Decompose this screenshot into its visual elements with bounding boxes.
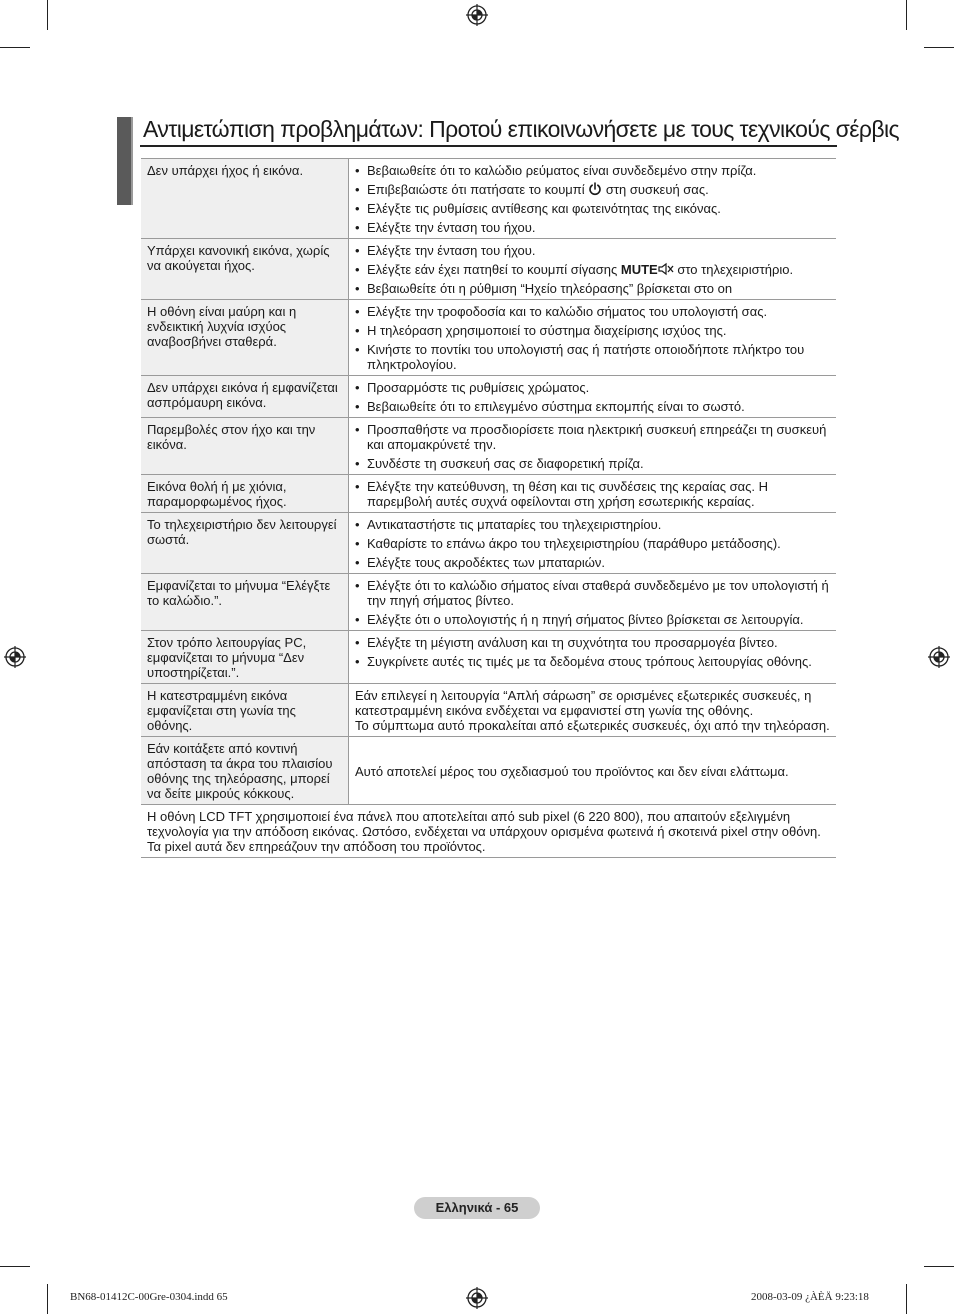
print-slug-filename: BN68-01412C-00Gre-0304.indd 65 [70,1291,228,1303]
page-title: Αντιμετώπιση προβλημάτων: Προτού επικοινωνήσετε με τους τεχνικούς σέρβις [143,116,899,142]
solution-list [355,479,830,509]
table-row [141,684,836,737]
problem-cell: Δεν υπάρχει εικόνα ή εμφανίζεται ασπρόμαυρη εικόνα. [141,376,349,418]
solution-cell [349,475,837,513]
page-number-badge: Ελληνικά - 65 [414,1197,540,1219]
troubleshooting-table [141,158,836,858]
table-row [141,631,836,684]
solution-list [355,243,830,296]
title-divider [140,145,837,147]
problem-cell: Παρεμβολές στον ήχο και την εικόνα. [141,418,349,475]
solution-cell [349,418,837,475]
solution-item: • Βεβαιωθείτε ότι η ρύθμιση “Ηχείο τηλεόρασης” βρίσκεται στο on [355,281,830,296]
power-icon [588,182,602,196]
solution-cell [349,513,837,574]
solution-paragraph: Το σύμπτωμα αυτό προκαλείται από εξωτερικές συσκευές, όχι από την τηλεόραση. [355,718,830,733]
problem-cell: Εμφανίζεται το μήνυμα “Ελέγξτε το καλώδιο.”. [141,574,349,631]
registration-mark-icon [928,646,950,668]
table-row [141,239,836,300]
table-row [141,737,836,805]
table-row [141,159,836,239]
solution-cell [349,376,837,418]
problem-cell: Εάν κοιτάξετε από κοντινή απόσταση τα άκρα του πλαισίου οθόνης της τηλεόρασης, μπορεί να δείτε μικρούς κόκκους. [141,737,349,805]
table-row [141,418,836,475]
print-slug-timestamp: 2008-03-09 ¿ÀÈÄ 9:23:18 [751,1291,869,1303]
table-row-note [141,805,836,858]
table-row [141,376,836,418]
registration-mark-icon [4,646,26,668]
problem-cell: Η κατεστραμμένη εικόνα εμφανίζεται στη γωνία της οθόνης. [141,684,349,737]
solution-item: • Ελέγξτε την κατεύθυνση, τη θέση και τις συνδέσεις της κεραίας σας. Η παρεμβολή αυτές συχνά οφείλονται στη χρήση εσωτερικής κεραίας. [355,479,830,509]
solution-item: • Βεβαιωθείτε ότι το επιλεγμένο σύστημα εκπομπής είναι το σωστό. [355,399,830,414]
mute-icon [658,262,674,276]
troubleshooting-table-body [141,159,836,858]
solution-item: • Ελέγξτε ότι ο υπολογιστής ή η πηγή σήματος βίντεο βρίσκεται σε λειτουργία. [355,612,830,627]
solution-cell [349,574,837,631]
table-row [141,300,836,376]
solution-paragraph: Αυτό αποτελεί μέρος του σχεδιασμού του προϊόντος και δεν είναι ελάττωμα. [355,763,789,779]
solution-item: • Ελέγξτε την ένταση του ήχου. [355,220,830,235]
solution-list [355,578,830,627]
crop-mark [0,1266,30,1267]
crop-mark [906,0,907,30]
crop-mark [924,47,954,48]
solution-list [355,380,830,414]
solution-cell [349,159,837,239]
solution-item [355,182,830,197]
solution-list [355,304,830,372]
solution-list [355,422,830,471]
problem-cell: Στον τρόπο λειτουργίας PC, εμφανίζεται το μήνυμα “Δεν υποστηρίζεται.”. [141,631,349,684]
table-row [141,513,836,574]
solution-item: • Ελέγξτε ότι το καλώδιο σήματος είναι σταθερά συνδεδεμένο με τον υπολογιστή ή την πηγή σήματος βίντεο. [355,578,830,608]
solution-item [355,262,830,277]
table-row [141,475,836,513]
solution-item: • Ελέγξτε τις ρυθμίσεις αντίθεσης και φωτεινότητας της εικόνας. [355,201,830,216]
solution-list [355,163,830,235]
solution-item: • Συνδέστε τη συσκευή σας σε διαφορετική πρίζα. [355,456,830,471]
crop-mark [906,1284,907,1314]
problem-cell: Υπάρχει κανονική εικόνα, χωρίς να ακούγεται ήχος. [141,239,349,300]
solution-cell [349,631,837,684]
solution-cell [349,737,837,805]
mute-button-label: MUTE [620,262,658,277]
problem-cell: Εικόνα θολή ή με χιόνια, παραμορφωμένος ήχος. [141,475,349,513]
solution-item: • Καθαρίστε το επάνω άκρο του τηλεχειριστηρίου (παράθυρο μετάδοσης). [355,536,830,551]
solution-item: • Συγκρίνετε αυτές τις τιμές με τα δεδομένα στους τρόπους λειτουργίας οθόνης. [355,654,830,669]
solution-list [355,635,830,669]
solution-cell [349,300,837,376]
solution-text: Ελέγξτε εάν έχει πατηθεί το κουμπί σίγασης [367,262,621,277]
solution-item: • Ελέγξτε την τροφοδοσία και το καλώδιο σήματος του υπολογιστή σας. [355,304,830,319]
solution-item: • Ελέγξτε τους ακροδέκτες των μπαταριών. [355,555,830,570]
solution-cell [349,239,837,300]
crop-mark [47,1284,48,1314]
solution-list [355,517,830,570]
problem-cell: Δεν υπάρχει ήχος ή εικόνα. [141,159,349,239]
solution-item: • Προσαρμόστε τις ρυθμίσεις χρώματος. [355,380,830,395]
solution-item: • Ελέγξτε τη μέγιστη ανάλυση και τη συχνότητα του προσαρμογέα βίντεο. [355,635,830,650]
solution-cell [349,684,837,737]
crop-mark [0,47,30,48]
solution-paragraph: Εάν επιλεγεί η λειτουργία “Απλή σάρωση” σε ορισμένες εξωτερικές συσκευές, η κατεστραμμένη εικόνα ενδέχεται να εμφανιστεί στη γωνία της οθόνης. [355,688,812,718]
problem-cell: Το τηλεχειριστήριο δεν λειτουργεί σωστά. [141,513,349,574]
solution-item: • Η τηλεόραση χρησιμοποιεί το σύστημα διαχείρισης ισχύος της. [355,323,830,338]
table-row [141,574,836,631]
title-accent-bar [117,117,131,205]
solution-text: στη συσκευή σας. [602,182,709,197]
crop-mark [924,1266,954,1267]
crop-mark [47,0,48,30]
registration-mark-icon [466,4,488,26]
solution-item: • Προσπαθήστε να προσδιορίσετε ποια ηλεκτρική συσκευή επηρεάζει τη συσκευή και απομακρύνετέ την. [355,422,830,452]
solution-item: • Βεβαιωθείτε ότι το καλώδιο ρεύματος είναι συνδεδεμένο στην πρίζα. [355,163,830,178]
solution-item: • Αντικαταστήστε τις μπαταρίες του τηλεχειριστηρίου. [355,517,830,532]
solution-item: • Κινήστε το ποντίκι του υπολογιστή σας ή πατήστε οποιοδήποτε πλήκτρο του πληκτρολογίου. [355,342,830,372]
registration-mark-icon [466,1287,488,1309]
solution-text: Επιβεβαιώστε ότι πατήσατε το κουμπί [367,182,589,197]
solution-item: • Ελέγξτε την ένταση του ήχου. [355,243,830,258]
problem-cell: Η οθόνη είναι μαύρη και η ενδεικτική λυχνία ισχύος αναβοσβήνει σταθερά. [141,300,349,376]
lcd-pixel-note: Η οθόνη LCD TFT χρησιμοποιεί ένα πάνελ που αποτελείται από sub pixel (6 220 800), που απαιτούν εξελιγμένη τεχνολογία για την απόδοση εικόνας. Ωστόσο, ενδέχεται να υπάρχουν ορισμένα φωτεινά ή σκοτεινά pixel στην οθόνη. Τα pixel αυτά δεν επηρεάζουν την απόδοση του προϊόντος. [141,805,836,858]
solution-text: στο τηλεχειριστήριο. [673,262,794,277]
